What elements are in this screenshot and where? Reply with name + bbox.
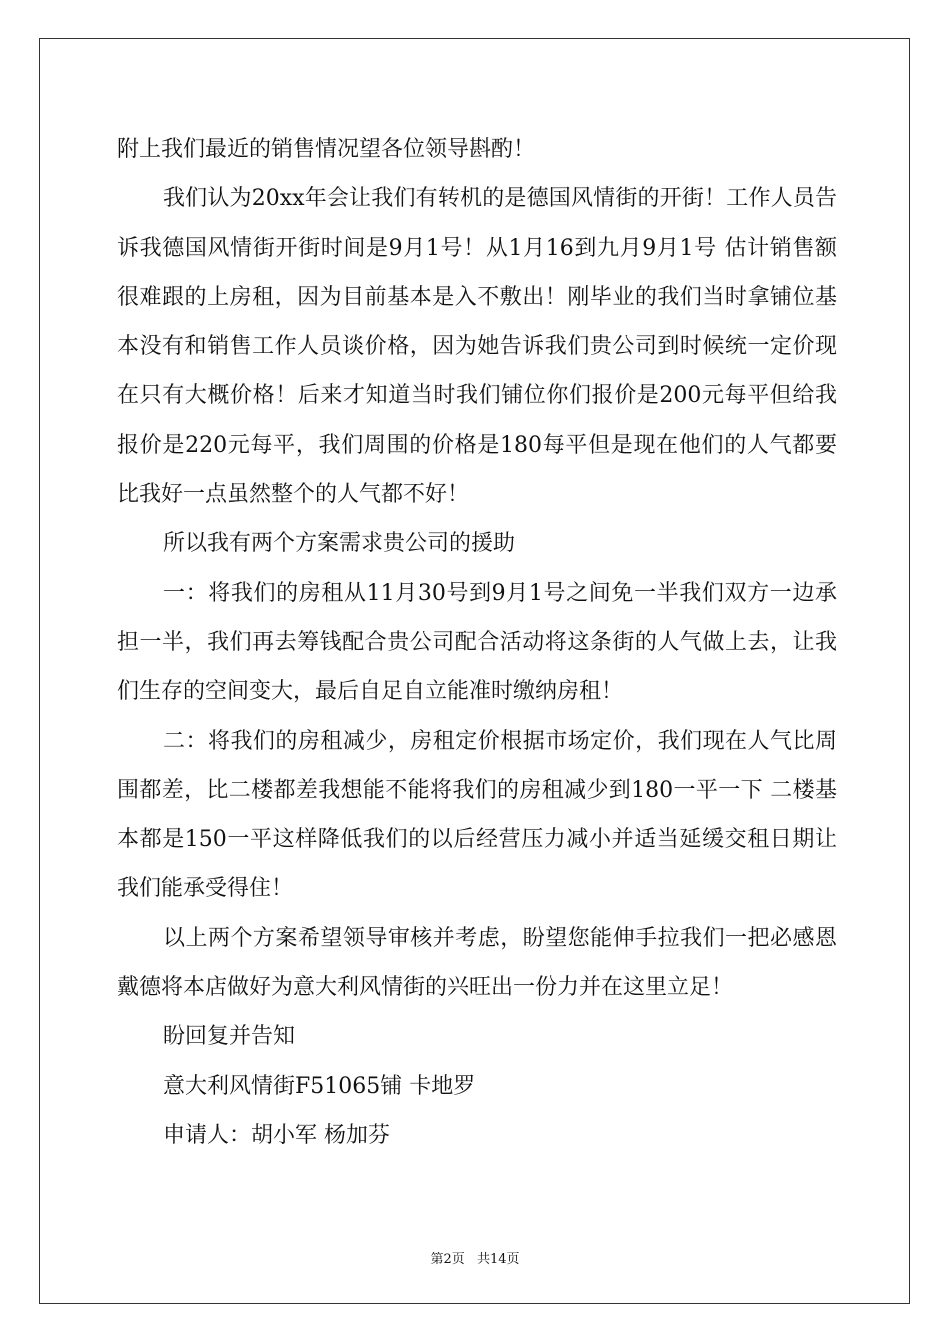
paragraph-applicants: 申请人：胡小军 杨加芬: [163, 1122, 390, 1148]
paragraph-proposal-one: 一：将我们的房租从11月30号到9月1号之间免一半我们双方一边承担一半，我们再去筹钱配合贵公司配合活动将这条街的人气做上去，让我们生存的空间变大，最后自足自立能准时缴纳房租！: [117, 580, 837, 705]
paragraph-request-reply: 盼回复并告知: [163, 1024, 296, 1050]
page-footer: [0, 1248, 950, 1267]
document-body: [117, 125, 837, 1160]
paragraph-situation: 我们认为20xx年会让我们有转机的是德国风情街的开街！工作人员告诉我德国风情街开街时间是9月1号！从1月16到九月9月1号 估计销售额很难跟的上房租，因为目前基本是入不敷出！刚毕业的我们当时拿铺位基本没有和销售工作人员谈价格，因为她告诉我们贵公司到时候统一定价现在只有大概价格！后来才知道当时我们铺位你们报价是200元每平但给我报价是220元每平，我们周围的价格是180每平但是现在他们的人气都要比我好一点虽然整个的人气都不好！: [117, 186, 837, 508]
page-number: 第2页: [430, 1252, 465, 1267]
paragraph-proposals-intro: 所以我有两个方案需求贵公司的援助: [163, 531, 516, 557]
paragraph-closing: 以上两个方案希望领导审核并考虑，盼望您能伸手拉我们一把必感恩戴德将本店做好为意大利风情街的兴旺出一份力并在这里立足！: [117, 925, 837, 1001]
page-total: 共14页: [476, 1252, 520, 1267]
paragraph-intro: 附上我们最近的销售情况望各位领导斟酌！: [117, 137, 536, 162]
paragraph-shop-name: 意大利风情街F51065铺 卡地罗: [163, 1073, 476, 1099]
paragraph-proposal-two: 二：将我们的房租减少，房租定价根据市场定价，我们现在人气比周围都差，比二楼都差我想能不能将我们的房租减少到180一平一下 二楼基本都是150一平这样降低我们的以后经营压力减小并适当延缓交租日期让我们能承受得住！: [117, 728, 837, 902]
